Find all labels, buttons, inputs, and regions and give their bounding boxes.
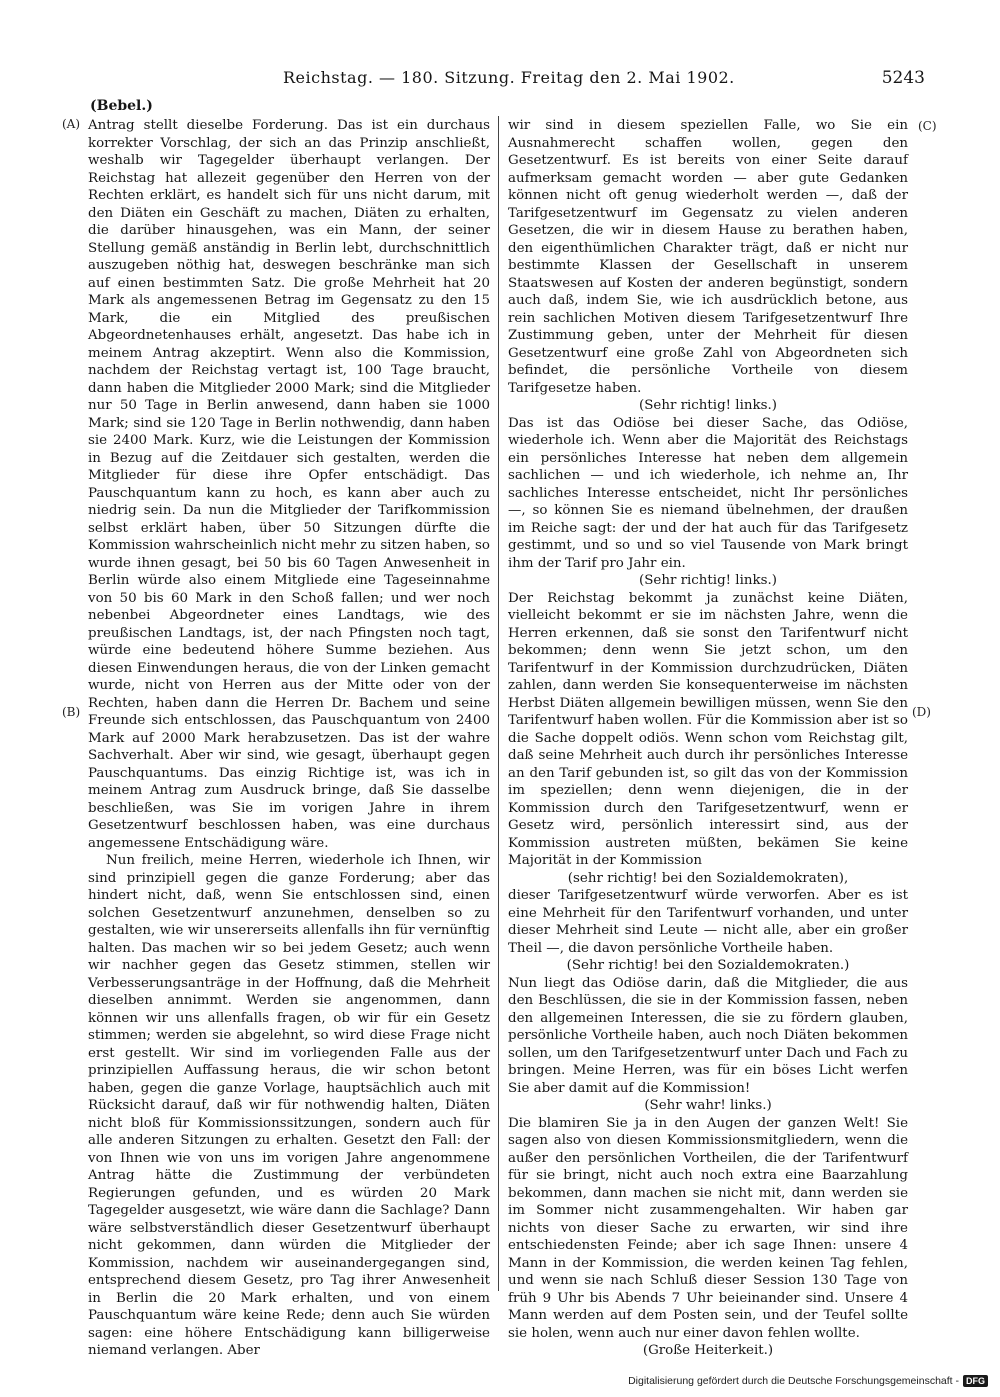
paragraph: dieser Tarifgesetzentwurf würde verworfen. Aber es ist eine Mehrheit für den Tarifentwurf vorhanden, und unter dieser Mehrheit sind Leute — nicht alle, aber ein großer Theil —, die davon persönliche Vortheile haben. — [508, 888, 908, 956]
footer-text: Digitalisierung gefördert durch die Deutsche Forschungsgemeinschaft - — [628, 1375, 959, 1387]
interjection: (Sehr richtig! links.) — [639, 573, 777, 588]
page-number: 5243 — [881, 68, 925, 88]
paragraph: Antrag stellt dieselbe Forderung. Das ist ein durchaus korrekter Vorschlag, der sich an das Prinzip anschließt, weshalb wir Tagegelder überhaupt verlangen. Der Reichstag hat allezeit gegenüber den Herren von der Rechten erklärt, es handelt sich für uns nicht darum, mit den Diäten ein Geschäft zu machen, Diäten zu erhalten, die darüber hinausgehen, was ein Mann, der seiner Stellung gemäß anständig in Berlin lebt, durchschnittlich auszugeben nöthig hat, deswegen beschränke man sich auf einen bestimmten Satz. Die große Mehrheit hat 20 Mark als angemessenen Betrag im Gegensatz zu den 15 Mark, die ein Mitglied des preußischen Abgeordnetenhauses erhält, angesetzt. Das habe ich in meinem Antrag akzeptirt. Wenn also die Kommission, nachdem der Reichstag vertagt ist, 100 Tage braucht, dann haben die Mitglieder 2000 Mark; sind die Mitglieder nur 50 Tage in Berlin anwesend, dann haben sie 1000 Mark; sind sie 120 Tage in Berlin nothwendig, dann haben sie 2400 Mark. Kurz, wie die Leistungen der Kommission in Bezug auf die Zeitdauer sich gestalten, werden die Mitglieder für diese ihre Opfer entschädigt. Das Pauschquantum kann zu hoch, es kann aber auch zu niedrig sein. Da nun die Mitglieder der Tarifkommission selbst erklärt haben, über 50 Sitzungen dürfte die Kommission wahrscheinlich nicht mehr zu sitzen haben, so wurde ihnen gesagt, bei 50 bis 60 Tagen Anwesenheit in Berlin würde also einem Mitgliede eine Tageseinnahme von 50 bis 60 Mark in den Schoß fallen; und wer noch nebenbei Abgeordneter eines Landtags, wie des preußischen Landtags, ist, der nach Pfingsten noch tagt, würde eine bedeutend höhere Summe beziehen. Aus diesen Einwendungen heraus, die von der Linken gemacht wurde, nicht von Herren aus der Mitte oder von der Rechten, haben dann die Herren Dr. Bachem und seine Freunde sich entschlossen, das Pauschquantum von 2400 Mark auf 2000 Mark herabzusetzen. Das ist der wahre Sachverhalt. Aber wir sind, wie gesagt, überhaupt gegen Pauschquantums. Das einzig Richtige ist, was ich in meinem Antrag zum Ausdruck bringe, daß Sie dasselbe beschließen, was Sie im vorigen Jahre in ihrem Gesetzentwurf beschlossen haben, was eine durchaus angemessene Entschädigung wäre. — [88, 118, 490, 851]
page-header — [88, 66, 925, 92]
paragraph: Die blamiren Sie ja in den Augen der ganzen Welt! Sie sagen also von diesen Kommissionsmitgliedern, wenn die außer den persönlichen Vortheilen, die der Tarifentwurf für sie bringt, nicht auch noch extra eine Baarzahlung bekommen, dann machen sie nicht mit, dann werden sie im Sommer nicht zusammengehalten. Wir haben gar nichts von dieser Sache zu erwarten, wir sind ihre entschiedensten Feinde; aber ich sage Ihnen: unsere 4 Mann in der Kommission, die werden keinen Tag fehlen, und wenn sie nach Schluß dieser Session 130 Tage von früh 9 Uhr bis Abends 7 Uhr beieinander sind. Unsere 4 Mann werden auf dem Posten sein, und der Teufel sollte sie holen, wenn auch nur einer davon fehlen wollte. — [508, 1115, 908, 1341]
margin-marker-c: (C) — [918, 119, 937, 133]
paragraph: Nun liegt das Odiöse darin, daß die Mitglieder, die aus den Beschlüssen, die sie in der Kommission fassen, neben den allgemeinen Interessen, die sie zu fördern glauben, persönliche Vortheile haben, auch noch Diäten bekommen sollen, um den Tarifgesetzentwurf unter Dach und Fach zu bringen. Meine Herren, was für ein böses Licht werfen Sie aber damit auf die Kommission! — [508, 975, 908, 1096]
footer-credit — [628, 1373, 988, 1389]
margin-marker-d: (D) — [912, 705, 931, 719]
margin-marker-a: (A) — [62, 117, 81, 131]
right-column — [508, 117, 908, 1358]
column-divider — [498, 116, 499, 1291]
paragraph: Nun freilich, meine Herren, wiederhole ich Ihnen, wir sind prinzipiell gegen die ganze Forderung; aber das hindert nicht, daß, wenn Sie entschlossen sind, einen solchen Gesetzentwurf anzunehmen, denselben so zu gestalten, wie wir unsererseits allenfalls ihn für vernünftig halten. Das machen wir so bei jedem Gesetz; auch wenn wir nachher gegen das Gesetz stimmen, stellen wir Verbesserungsanträge in der Hoffnung, daß die Mehrheit dieselben annimmt. Werden sie angenommen, dann können wir uns allenfalls fragen, ob wir für ein Gesetz stimmen; werden sie abgelehnt, so wird diese Frage nicht erst gestellt. Wir sind im vorliegenden Falle aus der prinzipiellen Auffassung heraus, die wir schon betont haben, gegen die ganze Vorlage, hauptsächlich auch mit Rücksicht darauf, daß wir für nothwendig halten, Diäten nicht bloß für Kommissionssitzungen, sondern auch für alle anderen Sitzungen zu erhalten. Gesetzt den Fall: der von Ihnen wie von uns im vorigen Jahre angenommene Antrag hätte die Zustimmung der verbündeten Regierungen gefunden, und es würden 20 Mark Tagegelder ausgesetzt, wie wäre dann die Sachlage? Dann wäre selbstverständlich dieser Gesetzentwurf überhaupt nicht gekommen, dann würden die Mitglieder der Kommission, nachdem wir auseinandergegangen sind, entsprechend diesem Gesetz, pro Tag ihrer Anwesenheit in Berlin die 20 Mark erhalten, und von einem Pauschquantum wäre keine Rede; denn auch Sie würden sagen: eine höhere Entschädigung kann billigerweise niemand verlangen. Aber — [88, 853, 490, 1358]
speaker-label: (Bebel.) — [90, 98, 153, 114]
paragraph: Der Reichstag bekommt ja zunächst keine Diäten, vielleicht bekommt er sie im nächsten Jahre, wenn die Herren erkennen, daß sie sonst den Tarifentwurf nicht bekommen; denn wenn Sie jetzt schon, um den Tarifentwurf in der Kommission durchzudrücken, Diäten zahlen, dann werden Sie konsequenterweise im nächsten Herbst Diäten allgemein bewilligen müssen, wenn Sie den Tarifentwurf haben wollen. Für die Kommission aber ist so die Sache doppelt odiös. Wenn schon vom Reichstag gilt, daß seine Mehrheit auch durch ihr persönliches Interesse an den Tarif gebunden ist, so gilt das von der Kommission im speziellen; denn wenn diejenigen, die in der Kommission durch den Tarifgesetzentwurf, wenn er Gesetz wird, persönlich interessirt sind, aus der Kommission austreten müßten, bekämen Sie keine Majorität in der Kommission — [508, 590, 908, 868]
interjection: (sehr richtig! bei den Sozialdemokraten), — [567, 870, 849, 886]
interjection: (Große Heiterkeit.) — [642, 1343, 774, 1358]
paragraph: Das ist das Odiöse bei dieser Sache, das Odiöse, wiederhole ich. Wenn aber die Majorität des Reichstags ein persönliches Interesse hat neben dem allgemein sachlichen — und ich wiederhole, ich nehme an, Ihr sachliches Interesse entscheidet, nicht Ihr persönliches —, so können Sie es niemand übelnehmen, der draußen im Reiche sagt: der und der hat auch für das Tarifgesetz gestimmt, und so und so viel Tausende von Mark bringt ihm der Tarif pro Jahr ein. — [508, 415, 908, 571]
interjection: (Sehr richtig! links.) — [639, 398, 777, 413]
paragraph: wir sind in diesem speziellen Falle, wo Sie ein Ausnahmerecht schaffen wollen, gegen den Gesetzentwurf. Es ist bereits von einer Seite darauf aufmerksam gemacht worden — aber gute Gedanken können nicht oft genug wiederholt werden —, daß der Tarifgesetzentwurf im Gegensatz zu vielen anderen Gesetzen, die wir in diesem Hause zu berathen haben, den eigenthümlichen Charakter trägt, daß er nicht nur bestimmte Klassen der Gesellschaft in unserem Staatswesen auf Kosten der anderen begünstigt, sondern auch daß, indem Sie, wie ich ausdrücklich betone, aus rein sachlichen Motiven diesem Tarifgesetzentwurf Ihre Zustimmung geben, unter der Mehrheit für diesen Gesetzentwurf eine große Zahl von Abgeordneten sich befindet, die persönliche Vortheile von diesem Tarifgesetze haben. — [508, 118, 908, 396]
interjection: (Sehr richtig! bei den Sozialdemokraten.) — [566, 958, 850, 973]
dfg-logo-icon: DFG — [963, 1375, 988, 1387]
interjection: (Sehr wahr! links.) — [644, 1098, 772, 1113]
left-column — [88, 117, 490, 1358]
margin-marker-b: (B) — [62, 705, 81, 719]
running-title: Reichstag. — 180. Sitzung. Freitag den 2. Mai 1902. — [283, 68, 735, 87]
